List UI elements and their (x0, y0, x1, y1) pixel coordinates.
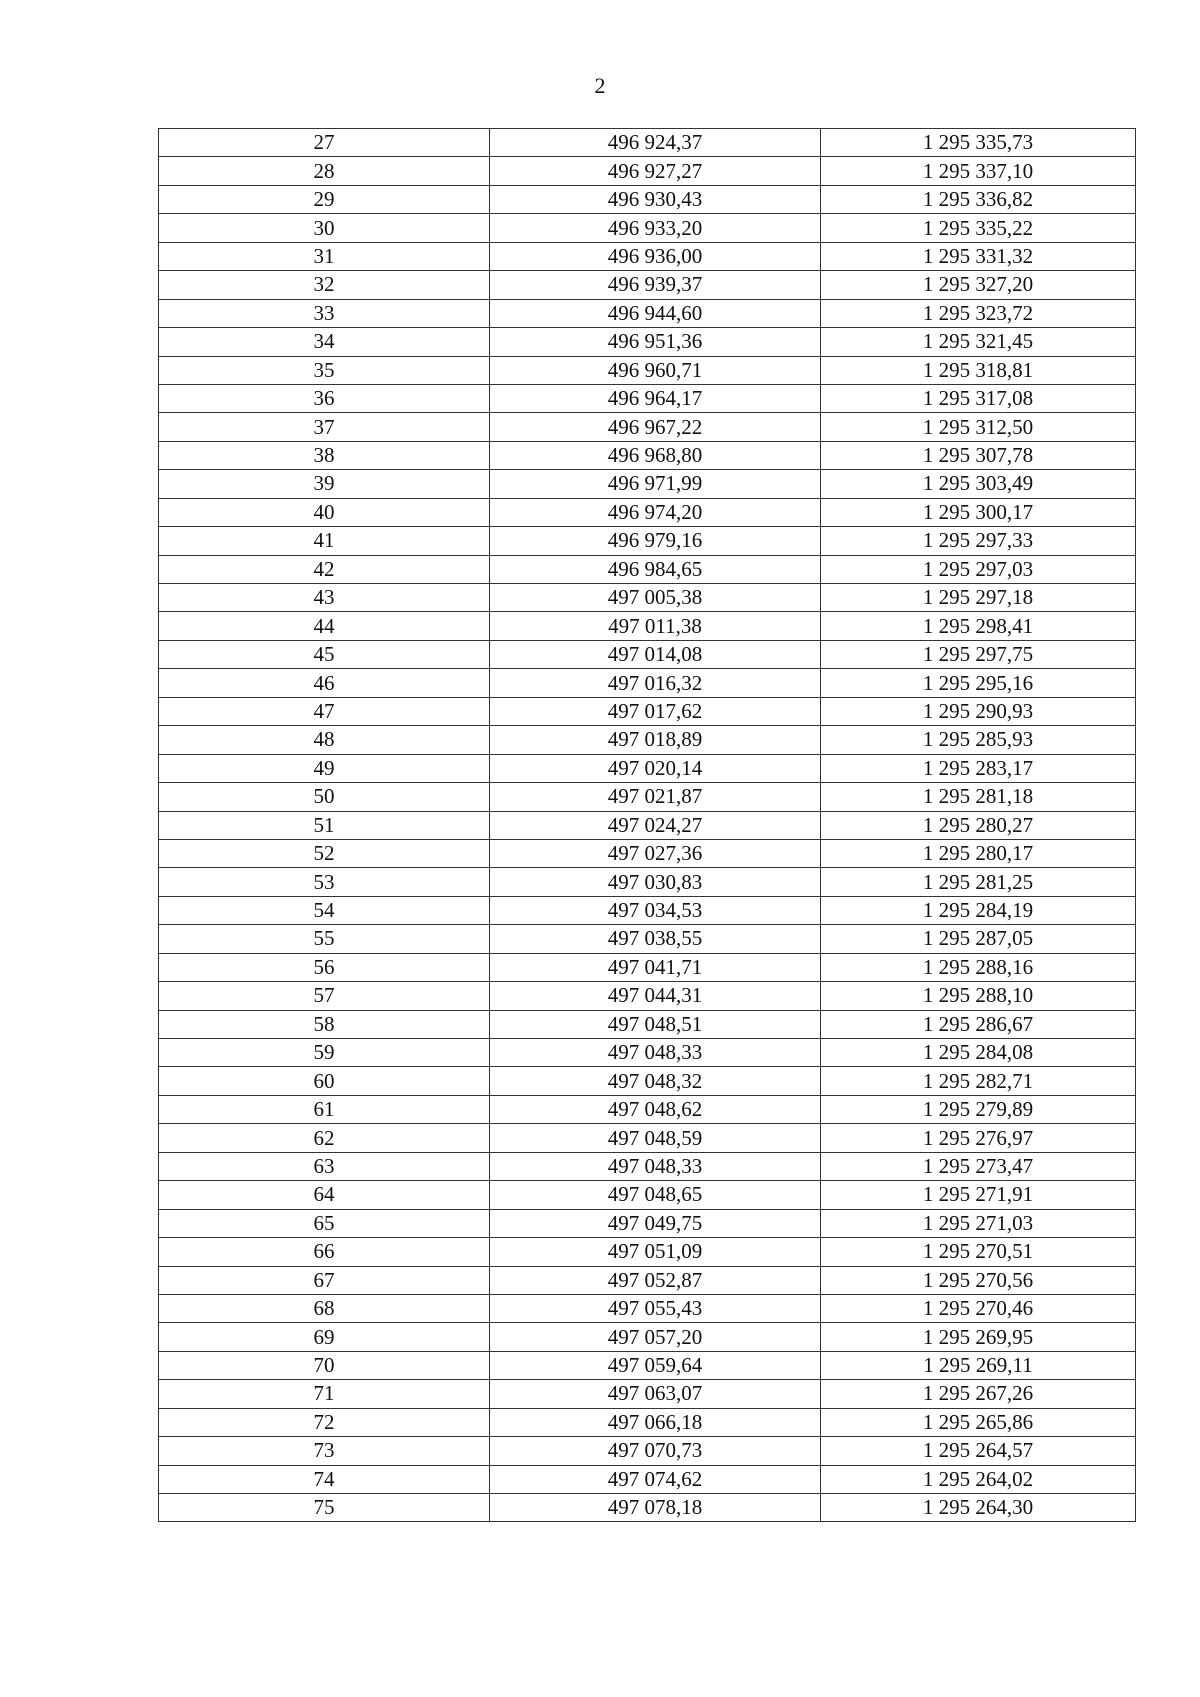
table-row (159, 1238, 1136, 1266)
x-coordinate-cell: 496 939,37 (490, 271, 821, 299)
x-coordinate-cell: 496 944,60 (490, 299, 821, 327)
x-coordinate-cell: 497 051,09 (490, 1238, 821, 1266)
x-coordinate-cell: 496 930,43 (490, 185, 821, 213)
x-coordinate-cell: 497 017,62 (490, 697, 821, 725)
table-row (159, 953, 1136, 981)
y-coordinate-cell: 1 295 323,72 (821, 299, 1136, 327)
table-row (159, 1067, 1136, 1095)
y-coordinate-cell: 1 295 273,47 (821, 1152, 1136, 1180)
x-coordinate-cell: 496 936,00 (490, 242, 821, 270)
point-number-cell: 43 (159, 584, 490, 612)
x-coordinate-cell: 497 041,71 (490, 953, 821, 981)
point-number-cell: 56 (159, 953, 490, 981)
table-row (159, 1181, 1136, 1209)
y-coordinate-cell: 1 295 300,17 (821, 498, 1136, 526)
x-coordinate-cell: 497 048,32 (490, 1067, 821, 1095)
point-number-cell: 55 (159, 925, 490, 953)
table-row (159, 498, 1136, 526)
y-coordinate-cell: 1 295 318,81 (821, 356, 1136, 384)
x-coordinate-cell: 496 971,99 (490, 470, 821, 498)
point-number-cell: 41 (159, 527, 490, 555)
point-number-cell: 53 (159, 868, 490, 896)
y-coordinate-cell: 1 295 337,10 (821, 157, 1136, 185)
point-number-cell: 38 (159, 441, 490, 469)
point-number-cell: 68 (159, 1294, 490, 1322)
point-number-cell: 52 (159, 839, 490, 867)
y-coordinate-cell: 1 295 327,20 (821, 271, 1136, 299)
table-row (159, 299, 1136, 327)
table-row (159, 783, 1136, 811)
point-number-cell: 70 (159, 1351, 490, 1379)
point-number-cell: 29 (159, 185, 490, 213)
x-coordinate-cell: 497 048,59 (490, 1124, 821, 1152)
y-coordinate-cell: 1 295 265,86 (821, 1408, 1136, 1436)
y-coordinate-cell: 1 295 288,16 (821, 953, 1136, 981)
x-coordinate-cell: 496 964,17 (490, 384, 821, 412)
point-number-cell: 37 (159, 413, 490, 441)
x-coordinate-cell: 497 011,38 (490, 612, 821, 640)
x-coordinate-cell: 497 063,07 (490, 1380, 821, 1408)
x-coordinate-cell: 497 034,53 (490, 896, 821, 924)
point-number-cell: 34 (159, 328, 490, 356)
table-row (159, 555, 1136, 583)
point-number-cell: 57 (159, 982, 490, 1010)
point-number-cell: 31 (159, 242, 490, 270)
y-coordinate-cell: 1 295 336,82 (821, 185, 1136, 213)
y-coordinate-cell: 1 295 307,78 (821, 441, 1136, 469)
table-row (159, 1095, 1136, 1123)
y-coordinate-cell: 1 295 279,89 (821, 1095, 1136, 1123)
y-coordinate-cell: 1 295 297,18 (821, 584, 1136, 612)
point-number-cell: 35 (159, 356, 490, 384)
table-row (159, 1209, 1136, 1237)
point-number-cell: 49 (159, 754, 490, 782)
x-coordinate-cell: 497 059,64 (490, 1351, 821, 1379)
table-row (159, 584, 1136, 612)
y-coordinate-cell: 1 295 298,41 (821, 612, 1136, 640)
x-coordinate-cell: 496 984,65 (490, 555, 821, 583)
x-coordinate-cell: 497 070,73 (490, 1437, 821, 1465)
table-row (159, 1465, 1136, 1493)
page-number: 2 (594, 73, 606, 98)
table-row (159, 1294, 1136, 1322)
y-coordinate-cell: 1 295 269,11 (821, 1351, 1136, 1379)
table-row (159, 925, 1136, 953)
y-coordinate-cell: 1 295 280,17 (821, 839, 1136, 867)
point-number-cell: 27 (159, 129, 490, 157)
point-number-cell: 71 (159, 1380, 490, 1408)
y-coordinate-cell: 1 295 270,51 (821, 1238, 1136, 1266)
table-row (159, 726, 1136, 754)
table-row (159, 214, 1136, 242)
x-coordinate-cell: 497 020,14 (490, 754, 821, 782)
point-number-cell: 32 (159, 271, 490, 299)
point-number-cell: 50 (159, 783, 490, 811)
x-coordinate-cell: 497 049,75 (490, 1209, 821, 1237)
table-row (159, 1124, 1136, 1152)
point-number-cell: 40 (159, 498, 490, 526)
table-row (159, 328, 1136, 356)
point-number-cell: 48 (159, 726, 490, 754)
table-row (159, 612, 1136, 640)
y-coordinate-cell: 1 295 271,91 (821, 1181, 1136, 1209)
x-coordinate-cell: 497 005,38 (490, 584, 821, 612)
x-coordinate-cell: 496 974,20 (490, 498, 821, 526)
x-coordinate-cell: 497 030,83 (490, 868, 821, 896)
table-row (159, 1408, 1136, 1436)
y-coordinate-cell: 1 295 271,03 (821, 1209, 1136, 1237)
point-number-cell: 66 (159, 1238, 490, 1266)
x-coordinate-cell: 496 967,22 (490, 413, 821, 441)
point-number-cell: 46 (159, 669, 490, 697)
y-coordinate-cell: 1 295 276,97 (821, 1124, 1136, 1152)
table-row (159, 982, 1136, 1010)
y-coordinate-cell: 1 295 284,19 (821, 896, 1136, 924)
point-number-cell: 51 (159, 811, 490, 839)
point-number-cell: 69 (159, 1323, 490, 1351)
x-coordinate-cell: 497 057,20 (490, 1323, 821, 1351)
point-number-cell: 63 (159, 1152, 490, 1180)
x-coordinate-cell: 497 066,18 (490, 1408, 821, 1436)
y-coordinate-cell: 1 295 286,67 (821, 1010, 1136, 1038)
x-coordinate-cell: 497 038,55 (490, 925, 821, 953)
table-row (159, 640, 1136, 668)
table-row (159, 754, 1136, 782)
point-number-cell: 73 (159, 1437, 490, 1465)
table-row (159, 1010, 1136, 1038)
point-number-cell: 47 (159, 697, 490, 725)
coordinates-table-body (159, 129, 1136, 1522)
x-coordinate-cell: 497 018,89 (490, 726, 821, 754)
table-row (159, 470, 1136, 498)
y-coordinate-cell: 1 295 267,26 (821, 1380, 1136, 1408)
table-row (159, 1039, 1136, 1067)
y-coordinate-cell: 1 295 264,02 (821, 1465, 1136, 1493)
x-coordinate-cell: 496 924,37 (490, 129, 821, 157)
table-row (159, 441, 1136, 469)
y-coordinate-cell: 1 295 270,56 (821, 1266, 1136, 1294)
y-coordinate-cell: 1 295 282,71 (821, 1067, 1136, 1095)
table-row (159, 157, 1136, 185)
x-coordinate-cell: 497 048,33 (490, 1152, 821, 1180)
point-number-cell: 42 (159, 555, 490, 583)
table-row (159, 185, 1136, 213)
x-coordinate-cell: 497 048,62 (490, 1095, 821, 1123)
point-number-cell: 62 (159, 1124, 490, 1152)
point-number-cell: 59 (159, 1039, 490, 1067)
x-coordinate-cell: 496 979,16 (490, 527, 821, 555)
x-coordinate-cell: 497 074,62 (490, 1465, 821, 1493)
table-row (159, 356, 1136, 384)
point-number-cell: 39 (159, 470, 490, 498)
y-coordinate-cell: 1 295 287,05 (821, 925, 1136, 953)
x-coordinate-cell: 496 927,27 (490, 157, 821, 185)
y-coordinate-cell: 1 295 297,33 (821, 527, 1136, 555)
y-coordinate-cell: 1 295 297,03 (821, 555, 1136, 583)
table-row (159, 1437, 1136, 1465)
table-row (159, 839, 1136, 867)
x-coordinate-cell: 497 027,36 (490, 839, 821, 867)
x-coordinate-cell: 496 933,20 (490, 214, 821, 242)
point-number-cell: 60 (159, 1067, 490, 1095)
table-row (159, 669, 1136, 697)
point-number-cell: 36 (159, 384, 490, 412)
point-number-cell: 44 (159, 612, 490, 640)
y-coordinate-cell: 1 295 283,17 (821, 754, 1136, 782)
point-number-cell: 33 (159, 299, 490, 327)
y-coordinate-cell: 1 295 264,30 (821, 1494, 1136, 1522)
table-row (159, 384, 1136, 412)
y-coordinate-cell: 1 295 269,95 (821, 1323, 1136, 1351)
y-coordinate-cell: 1 295 295,16 (821, 669, 1136, 697)
table-row (159, 697, 1136, 725)
table-row (159, 1323, 1136, 1351)
point-number-cell: 67 (159, 1266, 490, 1294)
x-coordinate-cell: 497 048,33 (490, 1039, 821, 1067)
x-coordinate-cell: 496 951,36 (490, 328, 821, 356)
table-row (159, 1380, 1136, 1408)
table-row (159, 811, 1136, 839)
point-number-cell: 30 (159, 214, 490, 242)
y-coordinate-cell: 1 295 335,22 (821, 214, 1136, 242)
table-row (159, 896, 1136, 924)
table-row (159, 527, 1136, 555)
y-coordinate-cell: 1 295 335,73 (821, 129, 1136, 157)
y-coordinate-cell: 1 295 285,93 (821, 726, 1136, 754)
y-coordinate-cell: 1 295 290,93 (821, 697, 1136, 725)
x-coordinate-cell: 497 078,18 (490, 1494, 821, 1522)
x-coordinate-cell: 497 052,87 (490, 1266, 821, 1294)
coordinates-table (158, 128, 1136, 1522)
table-row (159, 1266, 1136, 1294)
x-coordinate-cell: 497 021,87 (490, 783, 821, 811)
y-coordinate-cell: 1 295 281,25 (821, 868, 1136, 896)
x-coordinate-cell: 497 055,43 (490, 1294, 821, 1322)
table-row (159, 1152, 1136, 1180)
table-row (159, 242, 1136, 270)
point-number-cell: 54 (159, 896, 490, 924)
table-row (159, 129, 1136, 157)
table-row (159, 413, 1136, 441)
x-coordinate-cell: 497 048,65 (490, 1181, 821, 1209)
point-number-cell: 58 (159, 1010, 490, 1038)
y-coordinate-cell: 1 295 284,08 (821, 1039, 1136, 1067)
y-coordinate-cell: 1 295 331,32 (821, 242, 1136, 270)
point-number-cell: 64 (159, 1181, 490, 1209)
point-number-cell: 72 (159, 1408, 490, 1436)
y-coordinate-cell: 1 295 288,10 (821, 982, 1136, 1010)
table-row (159, 868, 1136, 896)
y-coordinate-cell: 1 295 280,27 (821, 811, 1136, 839)
y-coordinate-cell: 1 295 281,18 (821, 783, 1136, 811)
y-coordinate-cell: 1 295 264,57 (821, 1437, 1136, 1465)
x-coordinate-cell: 497 048,51 (490, 1010, 821, 1038)
table-row (159, 271, 1136, 299)
x-coordinate-cell: 497 014,08 (490, 640, 821, 668)
x-coordinate-cell: 497 016,32 (490, 669, 821, 697)
y-coordinate-cell: 1 295 321,45 (821, 328, 1136, 356)
y-coordinate-cell: 1 295 317,08 (821, 384, 1136, 412)
point-number-cell: 45 (159, 640, 490, 668)
x-coordinate-cell: 496 960,71 (490, 356, 821, 384)
table-row (159, 1494, 1136, 1522)
y-coordinate-cell: 1 295 297,75 (821, 640, 1136, 668)
x-coordinate-cell: 497 024,27 (490, 811, 821, 839)
point-number-cell: 61 (159, 1095, 490, 1123)
point-number-cell: 28 (159, 157, 490, 185)
y-coordinate-cell: 1 295 270,46 (821, 1294, 1136, 1322)
y-coordinate-cell: 1 295 303,49 (821, 470, 1136, 498)
point-number-cell: 74 (159, 1465, 490, 1493)
y-coordinate-cell: 1 295 312,50 (821, 413, 1136, 441)
x-coordinate-cell: 497 044,31 (490, 982, 821, 1010)
table-row (159, 1351, 1136, 1379)
point-number-cell: 75 (159, 1494, 490, 1522)
point-number-cell: 65 (159, 1209, 490, 1237)
x-coordinate-cell: 496 968,80 (490, 441, 821, 469)
